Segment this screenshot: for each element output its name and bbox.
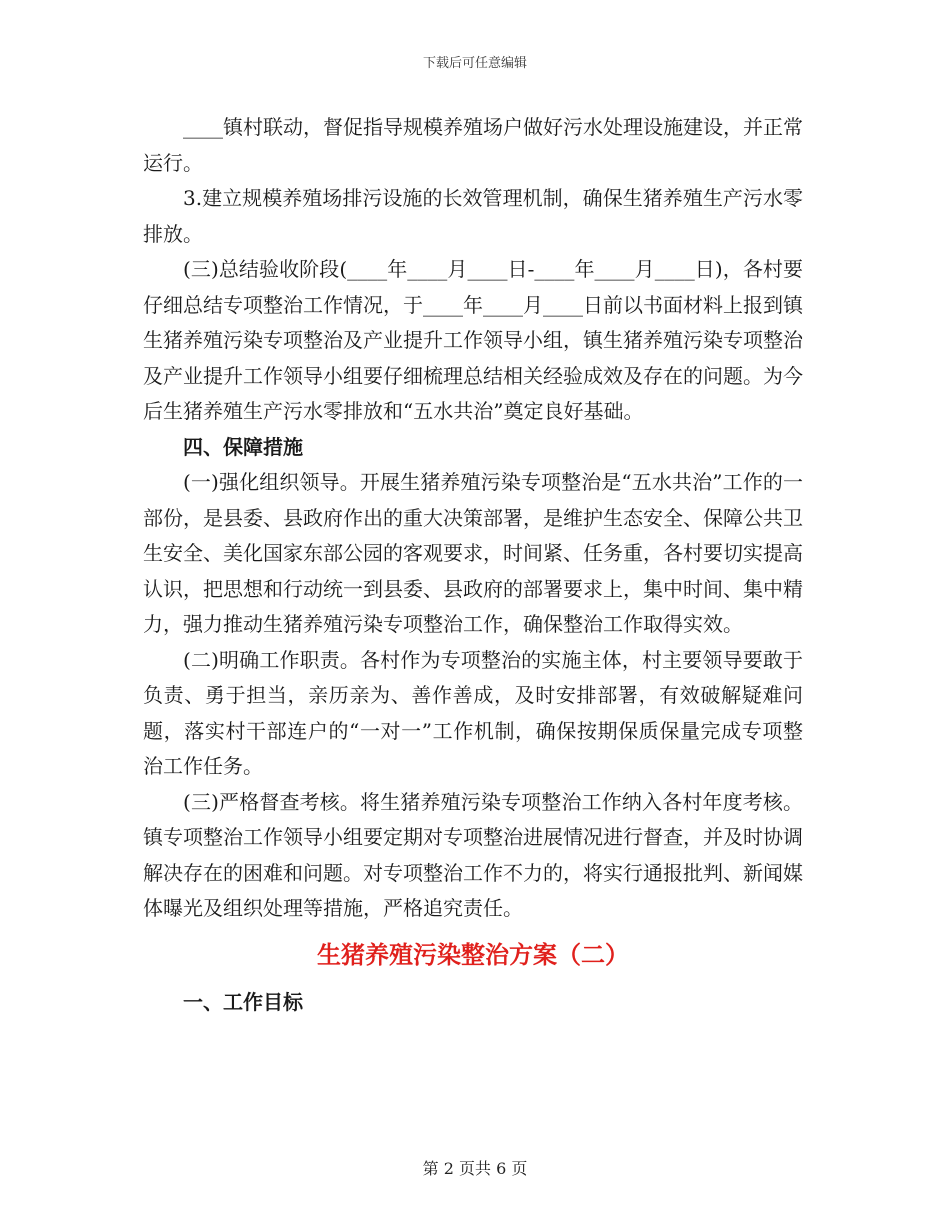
paragraph: (三)总结验收阶段(____年____月____日-____年____月____日)，各村要仔细总结专项整治工作情况，于____年____月____日前以书面材料上报到镇生猪养殖污染专项整治及产业提升工作领导小组，镇生猪养殖污染专项整治及产业提升工作领导小组要仔细梳理总结相关经验成效及存在的问题。为今后生猪养殖生产污水零排放和“五水共治”奠定良好基础。: [143, 257, 803, 423]
page-footer: 第 2 页共 6 页: [422, 1159, 528, 1178]
document-body: [143, 110, 803, 1020]
section-heading: 四、保障措施: [183, 434, 303, 459]
document-title: 生猪养殖污染整治方案（二）: [317, 939, 629, 969]
paragraph: (二)明确工作职责。各村作为专项整治的实施主体，村主要领导要敢于负责、勇于担当，亲历亲为、善作善成，及时安排部署，有效破解疑难问题，落实村干部连户的“一对一”工作机制，确保按期保质保量完成专项整治工作任务。: [143, 647, 803, 778]
paragraph: ____镇村联动，督促指导规模养殖场户做好污水处理设施建设，并正常运行。: [143, 115, 803, 175]
page-header: 下载后可任意编辑: [422, 56, 527, 71]
paragraph: (三)严格督查考核。将生猪养殖污染专项整治工作纳入各村年度考核。镇专项整治工作领导小组要定期对专项整治进展情况进行督查，并及时协调解决存在的困难和问题。对专项整治工作不力的，将实行通报批判、新闻媒体曝光及组织处理等措施，严格追究责任。: [143, 789, 803, 920]
paragraph: 3.建立规模养殖场排污设施的长效管理机制，确保生猪养殖生产污水零排放。: [143, 186, 803, 246]
paragraph: (一)强化组织领导。开展生猪养殖污染专项整治是“五水共治”工作的一部份，是县委、县政府作出的重大决策部署，是维护生态安全、保障公共卫生安全、美化国家东部公园的客观要求，时间紧、任务重，各村要切实提高认识，把思想和行动统一到县委、县政府的部署要求上，集中时间、集中精力，强力推动生猪养殖污染专项整治工作，确保整治工作取得实效。: [143, 470, 803, 636]
section-heading: 一、工作目标: [183, 989, 303, 1014]
